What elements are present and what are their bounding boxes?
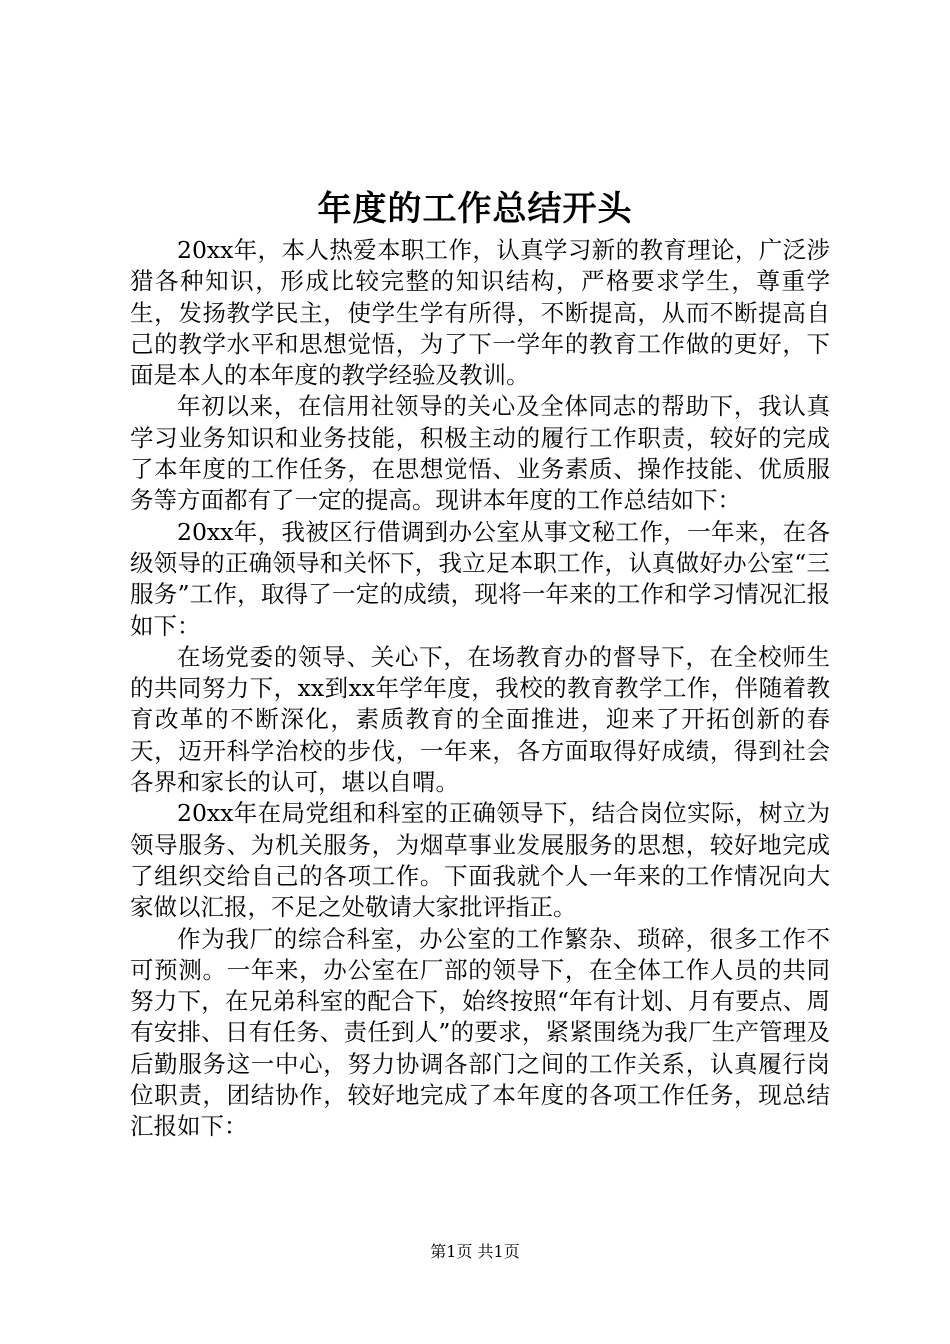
document-title: 年度的工作总结开头 [317,189,633,229]
document-body [130,235,830,1143]
paragraph-6: 作为我厂的综合科室，办公室的工作繁杂、琐碎，很多工作不可预测。一年来，办公室在厂部的领导下，在全体工作人员的共同努力下，在兄弟科室的配合下，始终按照“年有计划、月有要点、周有安排、日有任务、责任到人”的要求，紧紧围绕为我厂生产管理及后勤服务这一中心，努力协调各部门之间的工作关系，认真履行岗位职责，团结协作，较好地完成了本年度的各项工作任务，现总结汇报如下： [130,924,830,1141]
paragraph-5: 20xx年在局党组和科室的正确领导下，结合岗位实际，树立为领导服务、为机关服务，为烟草事业发展服务的思想，较好地完成了组织交给自己的各项工作。下面我就个人一年来的工作情况向大家做以汇报，不足之处敬请大家批评指正。 [130,799,830,922]
paragraph-2: 年初以来，在信用社领导的关心及全体同志的帮助下，我认真学习业务知识和业务技能，积极主动的履行工作职责，较好的完成了本年度的工作任务，在思想觉悟、业务素质、操作技能、优质服务等方面都有了一定的提高。现讲本年度的工作总结如下： [130,392,830,515]
paragraph-3: 20xx年，我被区行借调到办公室从事文秘工作，一年来，在各级领导的正确领导和关怀下，我立足本职工作，认真做好办公室“三服务”工作，取得了一定的成绩，现将一年来的工作和学习情况汇报如下： [130,517,830,640]
page-number-footer: 第1页 共1页 [430,1242,520,1261]
paragraph-4: 在场党委的领导、关心下，在场教育办的督导下，在全校师生的共同努力下，xx到xx年学年度，我校的教育教学工作，伴随着教育改革的不断深化，素质教育的全面推进，迎来了开拓创新的春天，迈开科学治校的步伐，一年来，各方面取得好成绩，得到社会各界和家长的认可，堪以自喟。 [130,642,830,797]
paragraph-1: 20xx年，本人热爱本职工作，认真学习新的教育理论，广泛涉猎各种知识，形成比较完整的知识结构，严格要求学生，尊重学生，发扬教学民主，使学生学有所得，不断提高，从而不断提高自己的教学水平和思想觉悟，为了下一学年的教育工作做的更好，下面是本人的本年度的教学经验及教训。 [130,236,830,390]
